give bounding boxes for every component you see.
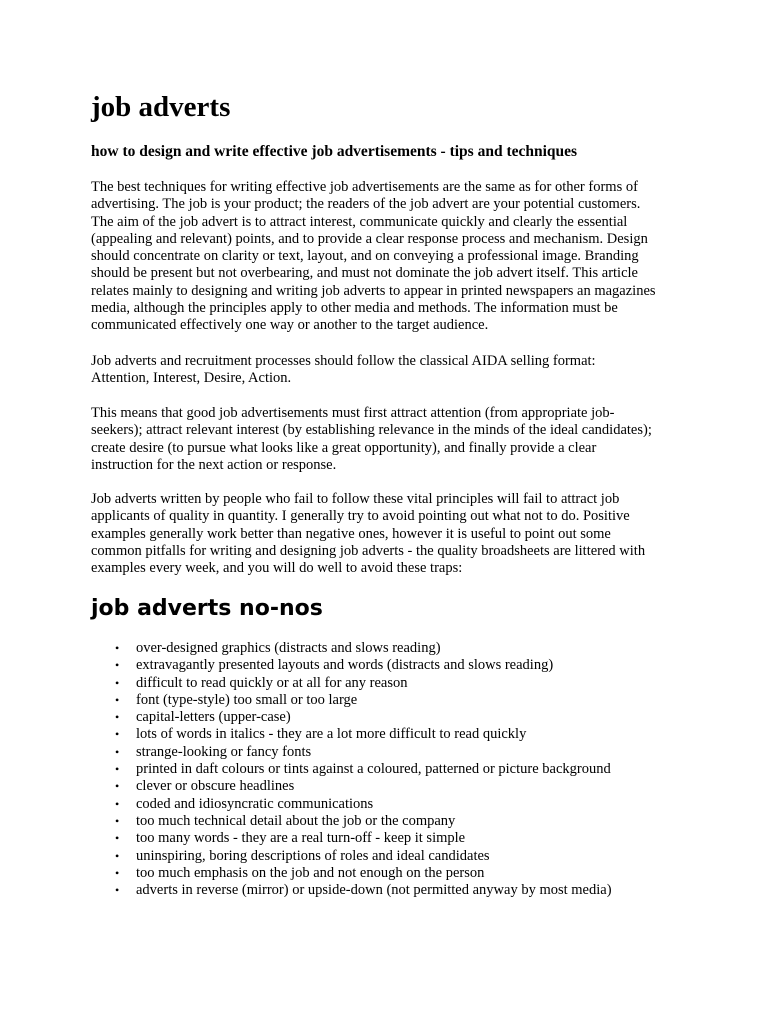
list-item-text: strange-looking or fancy fonts <box>136 743 312 760</box>
list-item <box>91 830 612 847</box>
paragraph-line: Job adverts written by people who fail to follow these vital principles will fail to attract job <box>91 491 620 507</box>
list-item <box>91 813 612 830</box>
bullet-icon: • <box>115 796 120 811</box>
list-item-text: uninspiring, boring descriptions of roles and ideal candidates <box>136 847 490 864</box>
list-item-text: extravagantly presented layouts and words (distracts and slows reading) <box>136 657 554 674</box>
bullet-icon: • <box>115 883 120 898</box>
paragraph-line: should concentrate on clarity or text, layout, and on conveying a professional image. Branding <box>91 248 639 265</box>
list-item-text: over-designed graphics (distracts and slows reading) <box>136 640 441 656</box>
no-nos-list <box>91 640 612 899</box>
bullet-icon: • <box>115 779 120 794</box>
page-title: job adverts <box>91 91 231 123</box>
list-item-text: adverts in reverse (mirror) or upside-down (not permitted anyway by most media) <box>136 882 612 899</box>
list-item <box>91 796 612 813</box>
paragraph-aida-explained <box>91 405 691 474</box>
paragraph-line: (appealing and relevant) points, and to provide a clear response process and mechanism. Design <box>91 230 648 247</box>
list-item <box>91 744 612 761</box>
paragraph-line: Job adverts and recruitment processes should follow the classical AIDA selling format: <box>91 353 596 369</box>
page-subtitle: how to design and write effective job advertisements - tips and techniques <box>91 143 578 160</box>
paragraph-line: Attention, Interest, Desire, Action. <box>91 370 292 387</box>
paragraph-line: This means that good job advertisements must first attract attention (from appropriate job- <box>91 405 615 421</box>
paragraph-line: create desire (to pursue what looks like a great opportunity), and finally provide a clear <box>91 439 597 456</box>
list-item-text: coded and idiosyncratic communications <box>136 795 374 812</box>
paragraph-line: common pitfalls for writing and designing job adverts - the quality broadsheets are littered with <box>91 542 646 559</box>
paragraph-line: instruction for the next action or response. <box>91 456 337 473</box>
bullet-icon: • <box>115 675 120 690</box>
list-item <box>91 640 612 657</box>
list-item <box>91 675 612 692</box>
section-heading-no-nos: job adverts no-nos <box>91 596 323 621</box>
list-item-text: difficult to read quickly or at all for any reason <box>136 674 408 691</box>
list-item <box>91 709 612 726</box>
paragraph-line: The aim of the job advert is to attract interest, communicate quickly and clearly the essential <box>91 213 628 230</box>
bullet-icon: • <box>115 727 120 742</box>
paragraph-line: The best techniques for writing effective job advertisements are the same as for other forms of <box>91 179 638 195</box>
list-item <box>91 657 612 674</box>
list-item-text: lots of words in italics - they are a lot more difficult to read quickly <box>136 726 527 743</box>
paragraph-intro <box>91 179 691 335</box>
list-item-text: too much technical detail about the job or the company <box>136 812 456 829</box>
paragraph-line: applicants of quality in quantity. I generally try to avoid pointing out what not to do. Positive <box>91 508 630 525</box>
bullet-icon: • <box>115 865 120 880</box>
bullet-icon: • <box>115 848 120 863</box>
list-item-text: printed in daft colours or tints against a coloured, patterned or picture background <box>136 761 611 778</box>
list-item <box>91 865 612 882</box>
bullet-icon: • <box>115 641 120 655</box>
bullet-icon: • <box>115 710 120 725</box>
list-item-text: too much emphasis on the job and not enough on the person <box>136 864 485 881</box>
list-item-text: too many words - they are a real turn-off - keep it simple <box>136 830 466 847</box>
paragraph-aida <box>91 353 691 388</box>
list-item-text: clever or obscure headlines <box>136 778 295 795</box>
list-item <box>91 692 612 709</box>
bullet-icon: • <box>115 692 120 707</box>
list-item <box>91 778 612 795</box>
paragraph-line: media, although the principles apply to other media and methods. The information must be <box>91 300 618 317</box>
bullet-icon: • <box>115 813 120 828</box>
paragraph-line: should be present but not overbearing, and must not dominate the job advert itself. This article <box>91 265 638 282</box>
list-item <box>91 761 612 778</box>
bullet-icon: • <box>115 744 120 759</box>
paragraph-line: examples every week, and you will do well to avoid these traps: <box>91 560 463 577</box>
paragraph-line: advertising. The job is your product; the readers of the job advert are your potential customers. <box>91 196 641 213</box>
bullet-icon: • <box>115 762 120 777</box>
paragraph-line: examples generally work better than negative ones, however it is useful to point out some <box>91 525 611 542</box>
list-item-text: capital-letters (upper-case) <box>136 709 291 726</box>
list-item <box>91 848 612 865</box>
list-item <box>91 882 612 899</box>
paragraph-pitfalls <box>91 491 691 577</box>
bullet-icon: • <box>115 658 120 673</box>
paragraph-line: communicated effectively one way or another to the target audience. <box>91 317 489 334</box>
list-item-text: font (type-style) too small or too large <box>136 691 358 708</box>
bullet-icon: • <box>115 831 120 846</box>
list-item <box>91 726 612 743</box>
paragraph-line: seekers); attract relevant interest (by establishing relevance in the minds of the ideal candidates); <box>91 422 652 439</box>
paragraph-line: relates mainly to designing and writing job adverts to appear in printed newspapers an magazines <box>91 282 656 299</box>
